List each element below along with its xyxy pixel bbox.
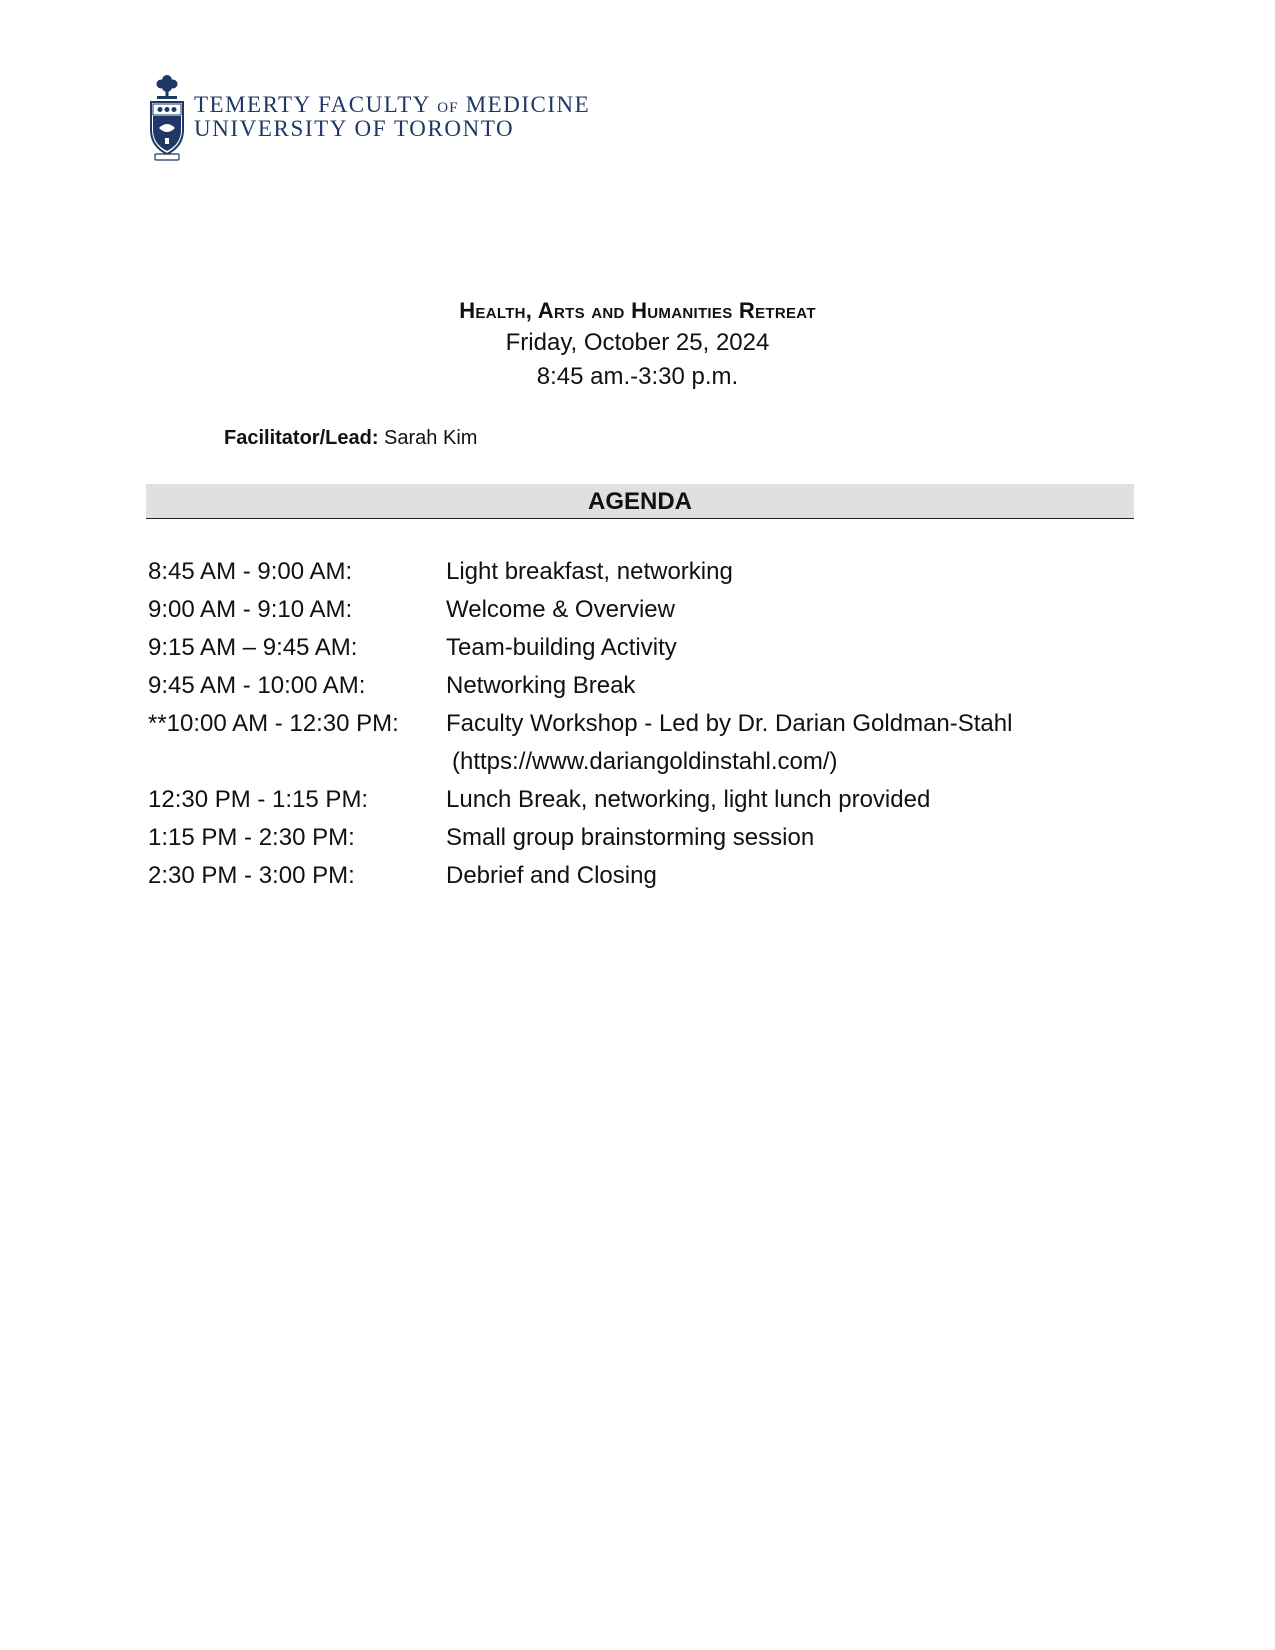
- logo-faculty-line: [194, 93, 590, 117]
- logo-medicine: MEDICINE: [465, 91, 591, 117]
- agenda-item-time: **10:00 AM - 12:30 PM:: [148, 710, 399, 737]
- agenda-item: [148, 705, 1148, 781]
- facilitator-line: [224, 427, 477, 450]
- agenda-item-time: 1:15 PM - 2:30 PM:: [148, 824, 355, 851]
- facilitator-name: Sarah Kim: [384, 427, 478, 449]
- event-title: Health, Arts and Humanities Retreat: [459, 298, 816, 323]
- agenda-heading: AGENDA: [146, 484, 1134, 519]
- agenda-item: [148, 781, 1148, 819]
- agenda-item: [148, 819, 1148, 857]
- agenda-item-activity: Faculty Workshop - Led by Dr. Darian Goldman-Stahl: [446, 710, 1013, 737]
- logo-university-line: UNIVERSITY OF TORONTO: [194, 116, 515, 141]
- event-time: 8:45 am.-3:30 p.m.: [536, 363, 739, 390]
- workshop-link[interactable]: (https://www.dariangoldinstahl.com/): [452, 748, 838, 775]
- agenda-item-activity: Welcome & Overview: [446, 596, 675, 623]
- agenda-item-activity: Team-building Activity: [446, 634, 677, 661]
- agenda-item: [148, 629, 1148, 667]
- agenda-item-time: 12:30 PM - 1:15 PM:: [148, 786, 369, 813]
- agenda-item-time: 8:45 AM - 9:00 AM:: [148, 558, 353, 585]
- agenda-item-activity-wrapper: [446, 705, 1148, 781]
- agenda-item-activity: Debrief and Closing: [446, 862, 657, 889]
- agenda-item: [148, 667, 1148, 705]
- university-crest-icon: [148, 72, 186, 162]
- agenda-item-activity: Lunch Break, networking, light lunch provided: [446, 786, 931, 813]
- agenda-list: [148, 553, 1148, 895]
- university-logo: [148, 72, 590, 162]
- agenda-item-activity: Small group brainstorming session: [446, 824, 815, 851]
- event-heading: [0, 296, 1275, 394]
- agenda-item: [148, 591, 1148, 629]
- agenda-item-time: 9:15 AM – 9:45 AM:: [148, 634, 358, 661]
- event-date: Friday, October 25, 2024: [505, 329, 770, 356]
- agenda-item: [148, 857, 1148, 895]
- logo-of: OF: [437, 99, 459, 116]
- agenda-item-activity: Networking Break: [446, 672, 636, 699]
- agenda-item-time: 2:30 PM - 3:00 PM:: [148, 862, 355, 889]
- agenda-item-time: 9:00 AM - 9:10 AM:: [148, 596, 353, 623]
- facilitator-label: Facilitator/Lead:: [224, 427, 379, 449]
- agenda-item: [148, 553, 1148, 591]
- agenda-item-time: 9:45 AM - 10:00 AM:: [148, 672, 366, 699]
- logo-faculty-name: TEMERTY FACULTY: [194, 91, 431, 117]
- logo-wordmark: [194, 93, 590, 141]
- agenda-item-activity: Light breakfast, networking: [446, 558, 733, 585]
